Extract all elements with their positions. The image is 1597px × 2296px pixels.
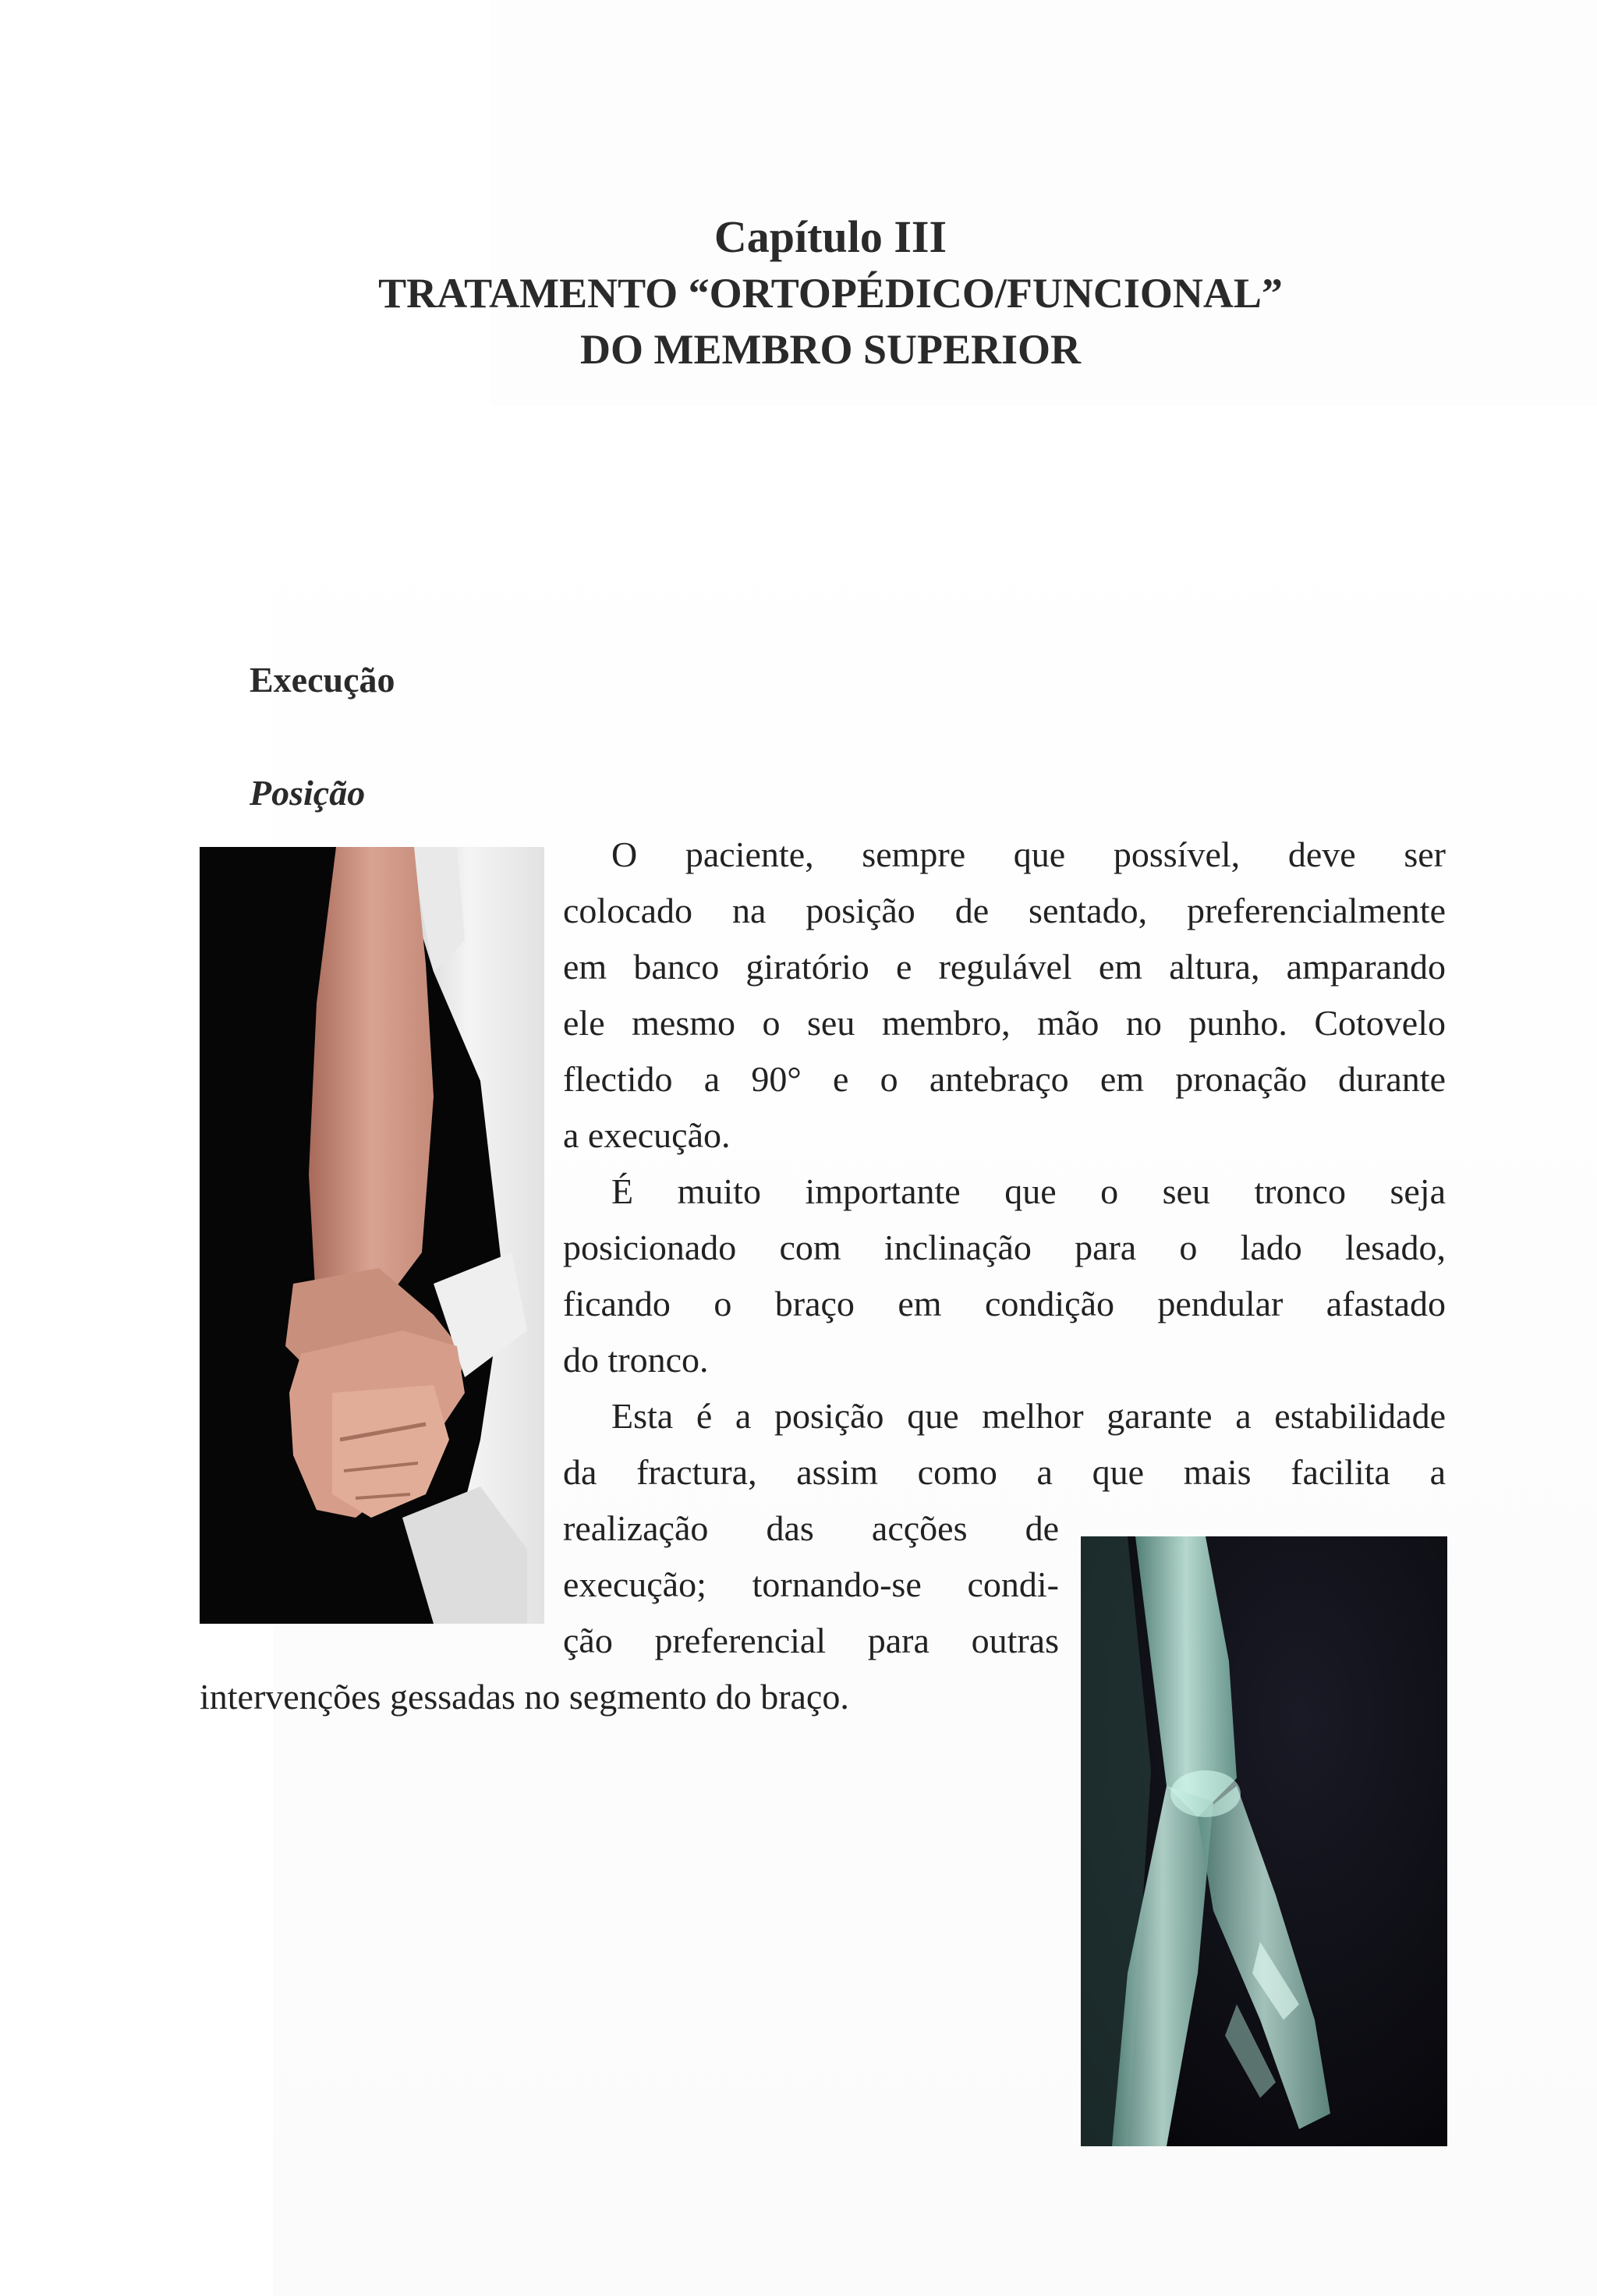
paragraph-1-line-5: flectido a 90° e o antebraço em pronação durante [563, 1059, 1446, 1099]
chapter-heading [0, 209, 1597, 377]
paragraph-3-line-1: Esta é a posição que melhor garante a estabilidade [611, 1396, 1446, 1436]
xray-photo [1081, 1536, 1447, 2146]
paragraph-3-line-5: ção preferencial para outras [563, 1621, 1059, 1660]
arm-photo [200, 847, 544, 1624]
paragraph-2-line-2: posicionado com inclinação para o lado lesado, [563, 1228, 1446, 1267]
paragraph-3-line-2: da fractura, assim como a que mais facilita a [563, 1452, 1446, 1492]
paragraph-1-line-2: colocado na posição de sentado, preferencialmente [563, 891, 1446, 930]
paragraph-3-line-6: intervenções gessadas no segmento do braço. [200, 1677, 849, 1717]
paragraph-2-line-4: do tronco. [563, 1340, 709, 1380]
paragraph-3-line-4: execução; tornando-se condi- [563, 1564, 1059, 1604]
paragraph-3-line-3: realização das acções de [563, 1508, 1059, 1548]
paragraph-1-line-1: O paciente, sempre que possível, deve ser [611, 834, 1446, 874]
paragraph-1-line-4: ele mesmo o seu membro, mão no punho. Cotovelo [563, 1003, 1446, 1043]
section-title: Execução [250, 660, 395, 700]
paragraph-1-line-3: em banco giratório e regulável em altura, amparando [563, 947, 1446, 987]
chapter-title-line-2: DO MEMBRO SUPERIOR [579, 326, 1081, 373]
paragraph-2-line-3: ficando o braço em condição pendular afastado [563, 1284, 1446, 1323]
paragraph-1-line-6: a execução. [563, 1115, 731, 1155]
chapter-number: Capítulo III [714, 211, 947, 262]
chapter-title-line-1: TRATAMENTO “ORTOPÉDICO/FUNCIONAL” [378, 270, 1283, 317]
subsection-title: Posição [250, 773, 366, 813]
paragraph-2-line-1: É muito importante que o seu tronco seja [611, 1171, 1446, 1211]
